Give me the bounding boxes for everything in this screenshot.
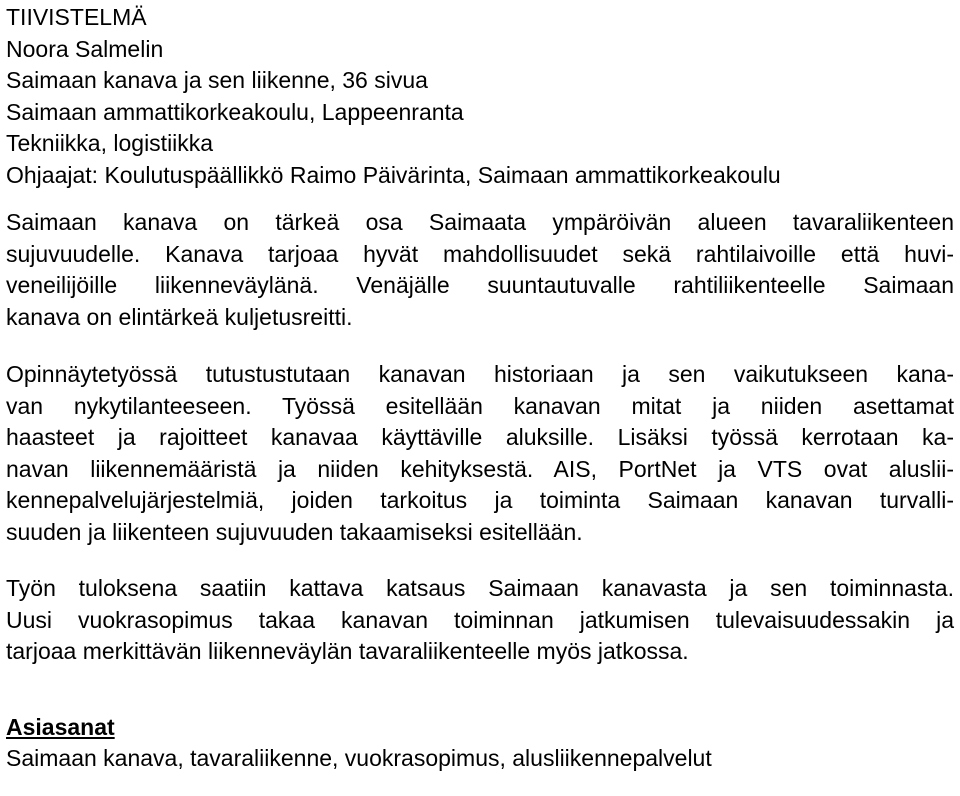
paragraph-line: Uusi vuokrasopimus takaa kanavan toiminnan jatkumisen tulevaisuudessakin ja [6, 606, 954, 633]
paragraph-line: sujuvuudelle. Kanava tarjoaa hyvät mahdollisuudet sekä rahtilaivoille että huvi- [6, 240, 954, 267]
paragraph-1 [6, 207, 954, 333]
keywords-heading: Asiasanat [6, 713, 115, 740]
paragraph-line: Työn tuloksena saatiin kattava katsaus Saimaan kanavasta ja sen toiminnasta. [6, 575, 954, 601]
supervisor-line: Ohjaajat: Koulutuspäällikkö Raimo Päivärinta, Saimaan ammattikorkeakoulu [6, 161, 781, 188]
school-name: Saimaan ammattikorkeakoulu, Lappeenranta [6, 98, 464, 125]
paragraph-line: Saimaan kanava on tärkeä osa Saimaata ympäröivän alueen tavaraliikenteen [6, 209, 954, 235]
paragraph-line: tarjoaa merkittävän liikenneväylän tavaraliikenteelle myös jatkossa. [6, 638, 689, 664]
paragraph-line: Opinnäytetyössä tutustustutaan kanavan historiaan ja sen vaikutukseen kana- [6, 361, 954, 387]
abstract-header [6, 0, 954, 191]
paragraph-line: veneilijöille liikenneväylänä. Venäjälle suuntautuvalle rahtiliikenteelle Saimaan [6, 272, 954, 298]
paragraph-3 [6, 573, 954, 668]
paragraph-line: haasteet ja rajoitteet kanavaa käyttäville aluksille. Lisäksi työssä kerrotaan ka- [6, 424, 954, 450]
author-name: Noora Salmelin [6, 35, 164, 62]
paragraph-2 [6, 359, 954, 548]
paragraph-line: kanava on elintärkeä kuljetusreitti. [6, 303, 353, 330]
field-of-study: Tekniikka, logistiikka [6, 130, 214, 156]
paragraph-line: suuden ja liikenteen sujuvuuden takaamiseksi esitellään. [6, 518, 583, 545]
thesis-title: Saimaan kanava ja sen liikenne, 36 sivua [6, 67, 428, 93]
keywords-list: Saimaan kanava, tavaraliikenne, vuokrasopimus, alusliikennepalvelut [6, 745, 712, 771]
paragraph-line: navan liikennemääristä ja niiden kehityksestä. AIS, PortNet ja VTS ovat aluslii- [6, 455, 954, 482]
paragraph-line: kennepalvelujärjestelmiä, joiden tarkoitus ja toiminta Saimaan kanavan turvalli- [6, 487, 954, 513]
paragraph-line: van nykytilanteeseen. Työssä esitellään kanavan mitat ja niiden asettamat [6, 392, 954, 419]
abstract-title: TIIVISTELMÄ [6, 4, 147, 30]
